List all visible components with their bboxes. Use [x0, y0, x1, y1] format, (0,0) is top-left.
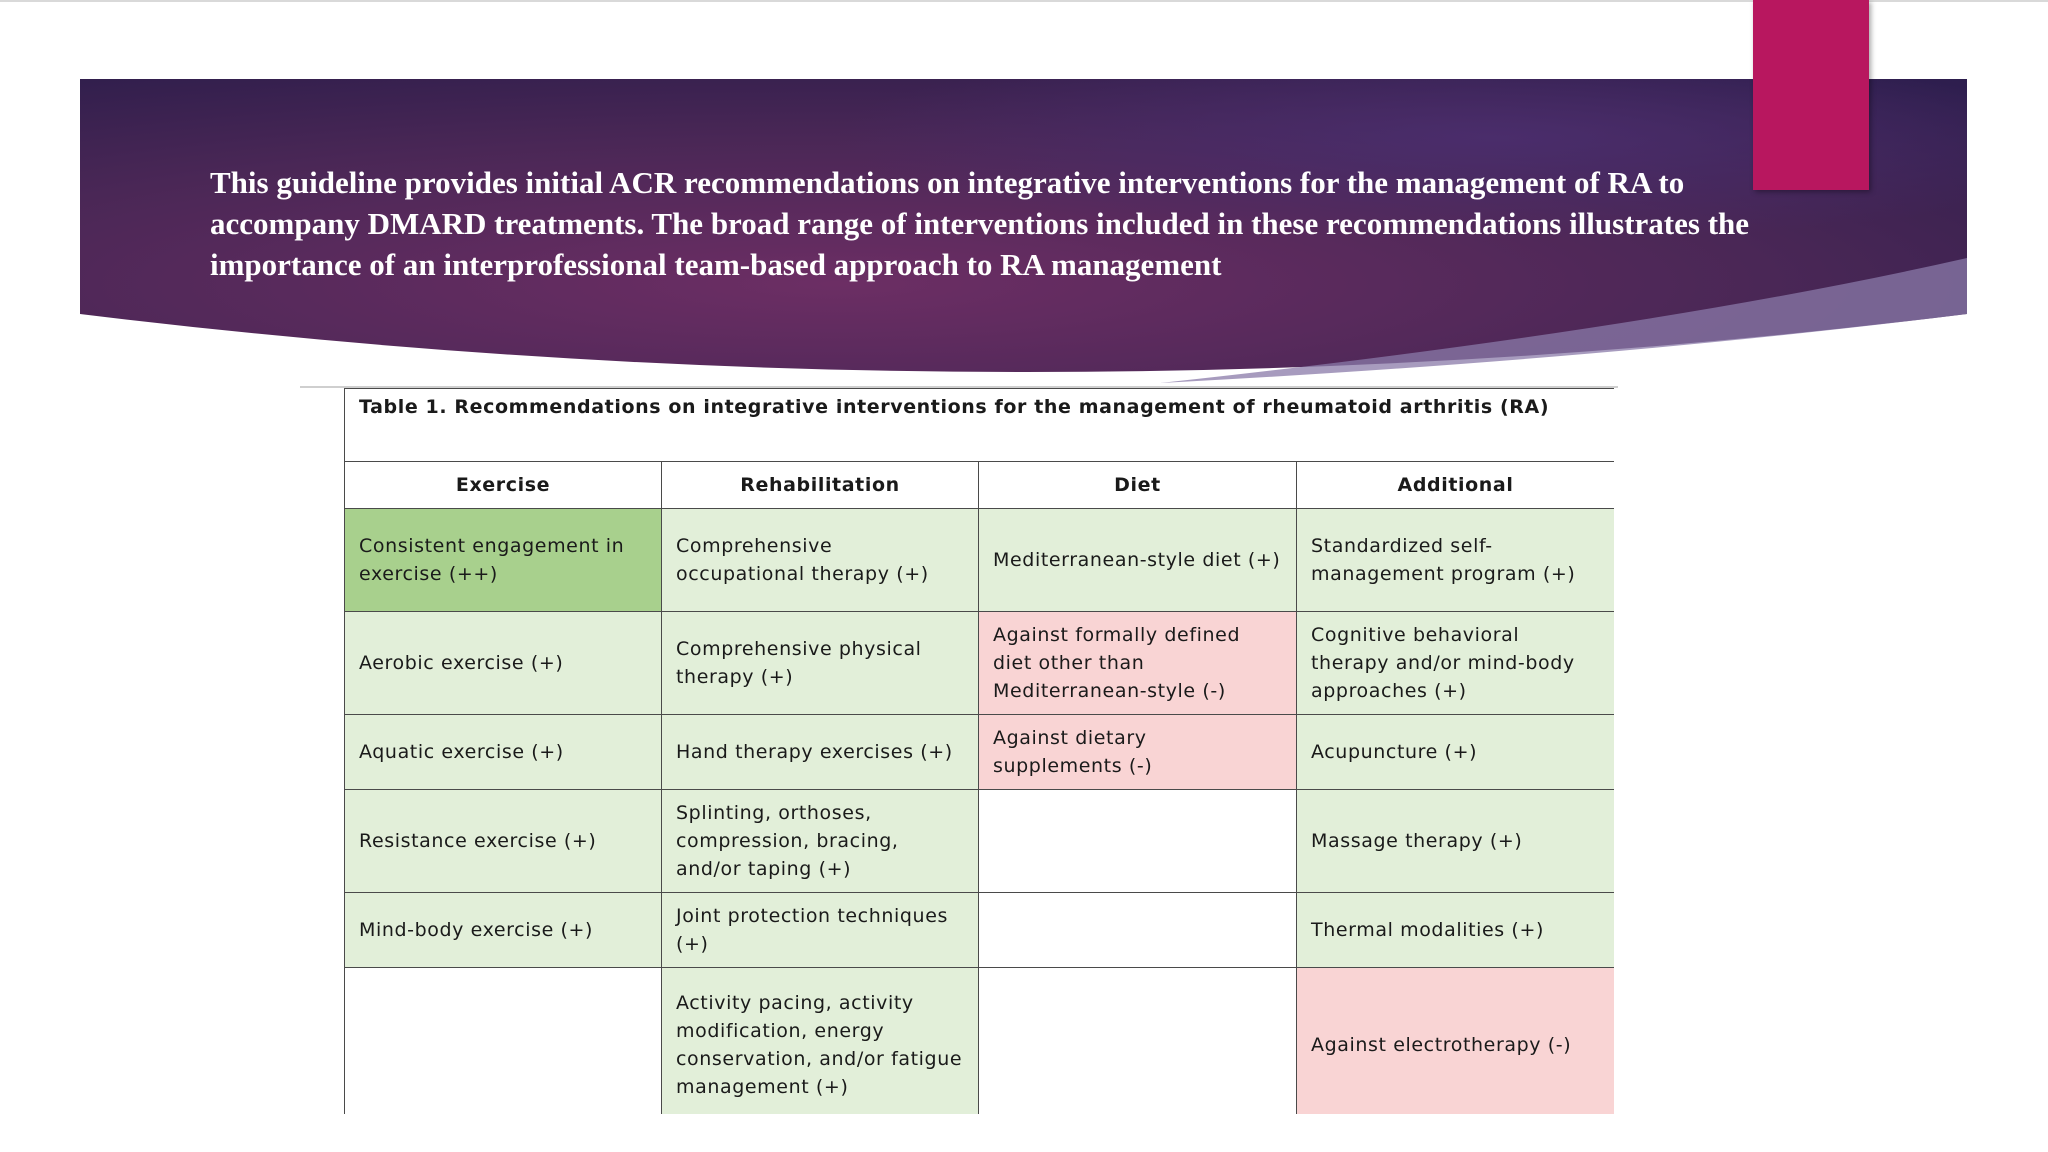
table-title: Table 1. Recommendations on integrative interventions for the management of rheumatoid arthritis (RA): [345, 389, 1615, 462]
table-cell: Standardized self-management program (+): [1297, 509, 1615, 612]
column-header-rehabilitation: Rehabilitation: [662, 462, 979, 509]
table-cell: Aerobic exercise (+): [345, 612, 662, 715]
recommendations-table: [344, 388, 1614, 1114]
table-cell: Mediterranean-style diet (+): [979, 509, 1297, 612]
table-cell: Comprehensive physical therapy (+): [662, 612, 979, 715]
table-cell-empty: [979, 968, 1297, 1115]
table-cell: Cognitive behavioral therapy and/or mind-body approaches (+): [1297, 612, 1615, 715]
table-image-frame: [344, 388, 1614, 1114]
table-cell: Joint protection techniques (+): [662, 893, 979, 968]
table-cell: Activity pacing, activity modification, energy conservation, and/or fatigue management (+): [662, 968, 979, 1115]
table-cell: Massage therapy (+): [1297, 790, 1615, 893]
table-cell: Acupuncture (+): [1297, 715, 1615, 790]
table-row: [345, 509, 1615, 612]
table-cell: Consistent engagement in exercise (++): [345, 509, 662, 612]
column-header-additional: Additional: [1297, 462, 1615, 509]
slide-heading: This guideline provides initial ACR recommendations on integrative interventions for the management of RA to accompany DMARD treatments. The broad range of interventions included in these recommendations illustrates the importance of an interprofessional team-based approach to RA management: [210, 165, 1750, 282]
table-row: [345, 968, 1615, 1115]
column-header-exercise: Exercise: [345, 462, 662, 509]
table-cell: Against dietary supplements (-): [979, 715, 1297, 790]
table-cell: Against electrotherapy (-): [1297, 968, 1615, 1115]
table-cell: Aquatic exercise (+): [345, 715, 662, 790]
table-cell: Hand therapy exercises (+): [662, 715, 979, 790]
table-cell: Thermal modalities (+): [1297, 893, 1615, 968]
table-cell-empty: [345, 968, 662, 1115]
table-cell-empty: [979, 893, 1297, 968]
table-row: [345, 893, 1615, 968]
table-cell: Against formally defined diet other than Mediterranean-style (-): [979, 612, 1297, 715]
column-header-diet: Diet: [979, 462, 1297, 509]
table-cell: Resistance exercise (+): [345, 790, 662, 893]
table-row: [345, 715, 1615, 790]
table-cell: Comprehensive occupational therapy (+): [662, 509, 979, 612]
table-cell: Splinting, orthoses, compression, bracing, and/or taping (+): [662, 790, 979, 893]
table-header-row: [345, 462, 1615, 509]
table-cell: Mind-body exercise (+): [345, 893, 662, 968]
table-row: [345, 790, 1615, 893]
table-row: [345, 612, 1615, 715]
table-cell-empty: [979, 790, 1297, 893]
